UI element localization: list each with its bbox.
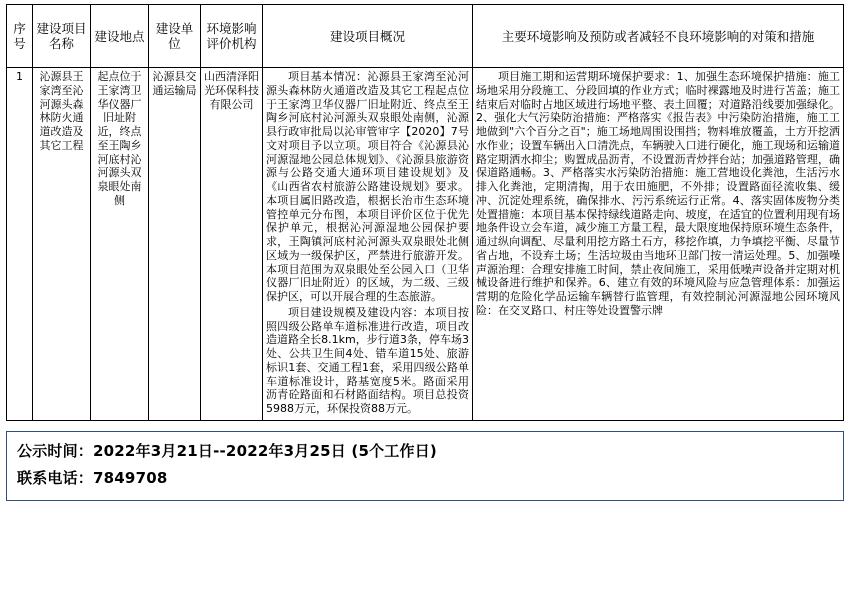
header-seq: 序号 — [7, 5, 33, 68]
cell-project-name: 沁源县王家湾至沁河源头森林防火通道改造及其它工程 — [33, 68, 91, 421]
header-eia-org: 环境影响评价机构 — [201, 5, 263, 68]
header-location: 建设地点 — [91, 5, 149, 68]
cell-measures: 项目施工期和运营期环境保护要求：1、加强生态环境保护措施：施工场地采用分段施工、分段回填的作业方式；临时裸露地及时进行苫盖；施工结束后对临时占地区域进行场地平整、表土回覆；对道路沿线要加强绿化。2、强化大气污染防治措施：严格落实《报告表》中污染防治措施，施工工地做到"六个百分之百"；施工场地周围设围挡；物料堆放覆盖，土方开挖洒水作业；设置车辆出入口清洗点，车辆驶入口进行硬化，施工现场和运输道路定期洒水抑尘；购置成品沥青，不设置沥青炒拌台站；加强道路管理，确保道路通畅。3、严格落实水污染防治措施：施工营地设化粪池，生活污水排入化粪池，定期清掏，用于农田施肥，不外排；设置路面径流收集、缓冲、沉淀处理系统，确保排水、污污系统运行正常。4、落实固体废物分类处置措施：本项目基本保持绿线道路走向、坡度，在适宜的位置利用现有场地条件设立会车道，减少施工方量工程，最大限度地保持原环境生态条件，通过纵向调配、尽量利用挖方路土石方，移挖作填，力争填挖平衡、尽量节省占地，不设弃土场；生活垃圾由当地环卫部门按一清运处理。5、加强噪声源治理：合理安排施工时间，禁止夜间施工，采用低噪声设备并定期对机械设备进行维护和保养。6、建立有效的环境风险与应急管理体系：加强运营期的危险化学品运输车辆替行监管理，有效控制沁河源湿地公园环境风险：在交叉路口、村庄等处设置警示牌 — [473, 68, 844, 421]
contact-phone-line — [17, 466, 833, 492]
cell-overview: 项目基本情况：沁源县王家湾至沁河源头森林防火通道改造及其它工程起点位于王家湾卫华仪器厂旧址附近、终点至王陶乡河底村沁河源头双泉眼处南侧，沁源县行政审批局以沁审管审字【2020】7号文对项目予以立项。项目符合《沁源县沁河源湿地公园总体规划》、《沁源县旅游资源与公路交通大通环项目建设规划》及《山西省农村旅游公路建设规划》要求。本项目属旧路改造，根据长治市生态环境管控单元分布图，本项目评价区位于优先保护单元，根据沁河源湿地公园保护要求，王陶镇河底村沁河源头双泉眼处北侧区域为一级保护区，严禁进行旅游开发。本项目范围为双泉眼处至公园入口（卫华仪器厂旧址附近）的区域，为二级、三级保护区，可以开展合理的生态旅游。 项目建设规模及建设内容：本项目按照四级公路单车道标准进行改造，项目改造道路全长8.1km，步行道3条，停车场3处、公共卫生间4处、错车道15处、旅游标识1套、交通工程1套，采用四级公路单车道标准设计，路基宽度5米。路面采用沥青砼路面和石材路面结构。项目总投资5988万元，环保投资88万元。 — [263, 68, 473, 421]
header-overview: 建设项目概况 — [263, 5, 473, 68]
publicity-time-value: 2022年3月21日--2022年3月25日 (5个工作日) — [93, 441, 437, 460]
cell-eia-org: 山西清泽阳光环保科技有限公司 — [201, 68, 263, 421]
table-row — [7, 68, 844, 421]
contact-phone-value: 7849708 — [93, 469, 168, 488]
header-measures: 主要环境影响及预防或者减轻不良环境影响的对策和措施 — [473, 5, 844, 68]
header-unit: 建设单位 — [149, 5, 201, 68]
cell-unit: 沁源县交通运输局 — [149, 68, 201, 421]
publicity-time-label: 公示时间： — [17, 441, 94, 460]
cell-location: 起点位于王家湾卫华仪器厂旧址附近，终点至王陶乡河底村沁河源头双泉眼处南侧 — [91, 68, 149, 421]
cell-seq: 1 — [7, 68, 33, 421]
project-table — [6, 4, 844, 421]
table-header-row — [7, 5, 844, 68]
footer-notice — [6, 431, 844, 501]
header-project-name: 建设项目名称 — [33, 5, 91, 68]
contact-phone-label: 联系电话： — [17, 469, 94, 488]
publicity-time-line — [17, 439, 833, 465]
